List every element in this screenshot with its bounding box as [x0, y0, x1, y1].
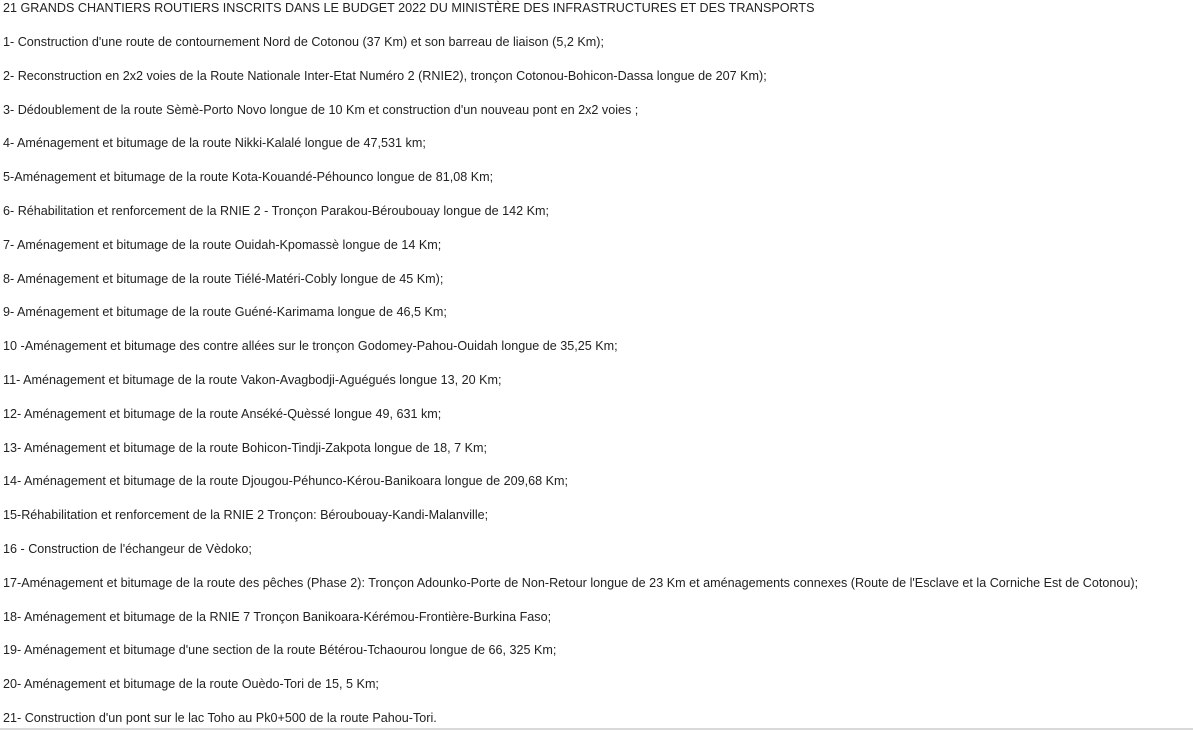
list-item: 14- Aménagement et bitumage de la route Djougou-Péhunco-Kérou-Banikoara longue de 209,68 Km; — [3, 474, 568, 489]
list-item: 17-Aménagement et bitumage de la route des pêches (Phase 2): Tronçon Adounko-Porte de Non-Retour longue de 23 Km et aménagements connexes (Route de l'Esclave et la Corniche Est de Cotonou); — [3, 575, 1139, 590]
list-item: 11- Aménagement et bitumage de la route Vakon-Avagbodji-Aguégués longue 13, 20 Km; — [3, 372, 502, 387]
list-item: 13- Aménagement et bitumage de la route Bohicon-Tindji-Zakpota longue de 18, 7 Km; — [3, 440, 487, 455]
list-item: 10 -Aménagement et bitumage des contre allées sur le tronçon Godomey-Pahou-Ouidah longue de 35,25 Km; — [3, 339, 618, 354]
list-item: 21- Construction d'un pont sur le lac Toho au Pk0+500 de la route Pahou-Tori. — [3, 710, 437, 725]
list-item: 8- Aménagement et bitumage de la route Tiélé-Matéri-Cobly longue de 45 Km); — [3, 271, 444, 286]
list-item: 3- Dédoublement de la route Sèmè-Porto Novo longue de 10 Km et construction d'un nouveau pont en 2x2 voies ; — [3, 102, 639, 117]
list-item: 4- Aménagement et bitumage de la route Nikki-Kalalé longue de 47,531 km; — [3, 136, 426, 151]
list-item: 18- Aménagement et bitumage de la RNIE 7 Tronçon Banikoara-Kérémou-Frontière-Burkina Faso; — [3, 609, 552, 624]
list-item: 19- Aménagement et bitumage d'une section de la route Bétérou-Tchaourou longue de 66, 325 Km; — [3, 643, 557, 658]
project-list — [3, 35, 1138, 730]
document-title: 21 GRANDS CHANTIERS ROUTIERS INSCRITS DANS LE BUDGET 2022 DU MINISTÈRE DES INFRASTRUCTURES ET DES TRANSPORTS — [3, 1, 815, 15]
list-item: 20- Aménagement et bitumage de la route Ouèdo-Tori de 15, 5 Km; — [3, 677, 379, 692]
list-item: 12- Aménagement et bitumage de la route Anséké-Quèssé longue 49, 631 km; — [3, 406, 442, 421]
list-item: 6- Réhabilitation et renforcement de la RNIE 2 - Tronçon Parakou-Béroubouay longue de 142 Km; — [3, 203, 550, 218]
list-item: 7- Aménagement et bitumage de la route Ouidah-Kpomassè longue de 14 Km; — [3, 237, 442, 252]
list-item: 2- Reconstruction en 2x2 voies de la Route Nationale Inter-Etat Numéro 2 (RNIE2), tronçon Cotonou-Bohicon-Dassa longue de 207 Km); — [3, 68, 767, 83]
list-item: 1- Construction d'une route de contournement Nord de Cotonou (37 Km) et son barreau de liaison (5,2 Km); — [3, 35, 604, 49]
list-item: 15-Réhabilitation et renforcement de la RNIE 2 Tronçon: Béroubouay-Kandi-Malanville; — [3, 508, 489, 523]
list-item: 9- Aménagement et bitumage de la route Guéné-Karimama longue de 46,5 Km; — [3, 305, 447, 320]
list-item: 16 - Construction de l'échangeur de Vèdoko; — [3, 541, 252, 556]
list-item: 5-Aménagement et bitumage de la route Kota-Kouandé-Péhounco longue de 81,08 Km; — [3, 170, 494, 185]
